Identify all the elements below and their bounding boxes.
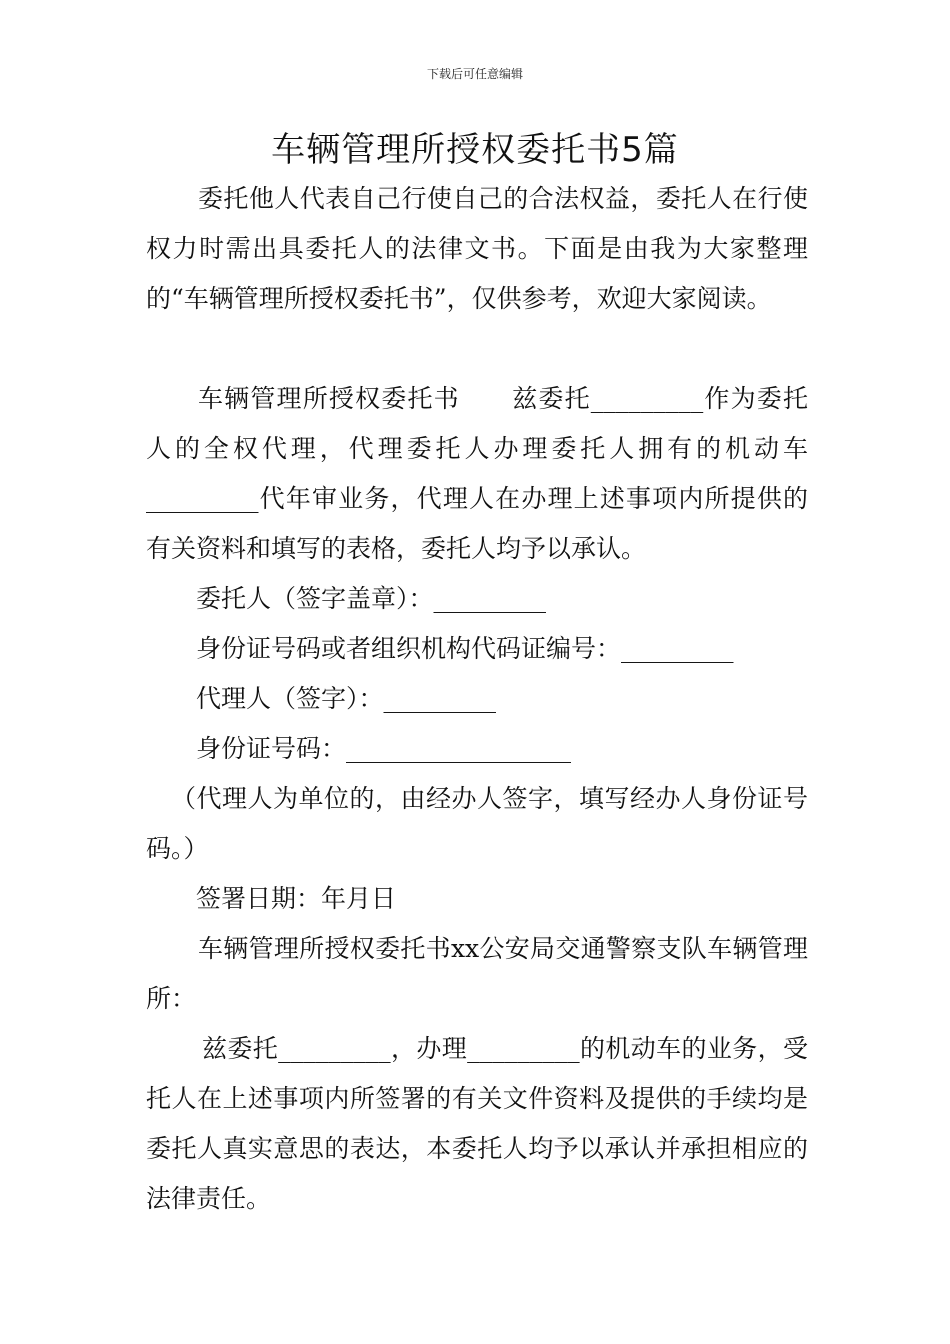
sample2-body-paragraph: 兹委托_________，办理_________的机动车的业务，受托人在上述事项内所签署的有关文件资料及提供的手续均是委托人真实意思的表达，本委托人均予以承认并承担相应的法律责任。 <box>146 1034 808 1213</box>
agent-note-paragraph: （代理人为单位的，由经办人签字，填写经办人身份证号码。） <box>146 784 808 863</box>
header-note: 下载后可任意编辑 <box>426 67 523 81</box>
sample1-body-paragraph: 车辆管理所授权委托书 兹委托_________作为委托人的全权代理，代理委托人办理委托人拥有的机动车_________代年审业务，代理人在办理上述事项内所提供的有关资料和填写的表格，委托人均予以承认。 <box>146 384 808 563</box>
intro-paragraph: 委托他人代表自己行使自己的合法权益，委托人在行使权力时需出具委托人的法律文书。下面是由我为大家整理的“车辆管理所授权委托书”，仅供参考，欢迎大家阅读。 <box>146 184 808 313</box>
agent-signature-line: 代理人（签字）：_________ <box>196 684 497 713</box>
principal-id-line: 身份证号码或者组织机构代码证编号：_________ <box>196 634 734 663</box>
principal-signature-line: 委托人（签字盖章）：_________ <box>196 584 547 613</box>
sample2-header-paragraph: 车辆管理所授权委托书xx公安局交通警察支队车辆管理所： <box>146 934 808 1013</box>
agent-id-line: 身份证号码：__________________ <box>196 734 572 763</box>
document-title: 车辆管理所授权委托书5篇 <box>271 130 679 170</box>
sign-date-line: 签署日期：年月日 <box>196 884 397 913</box>
